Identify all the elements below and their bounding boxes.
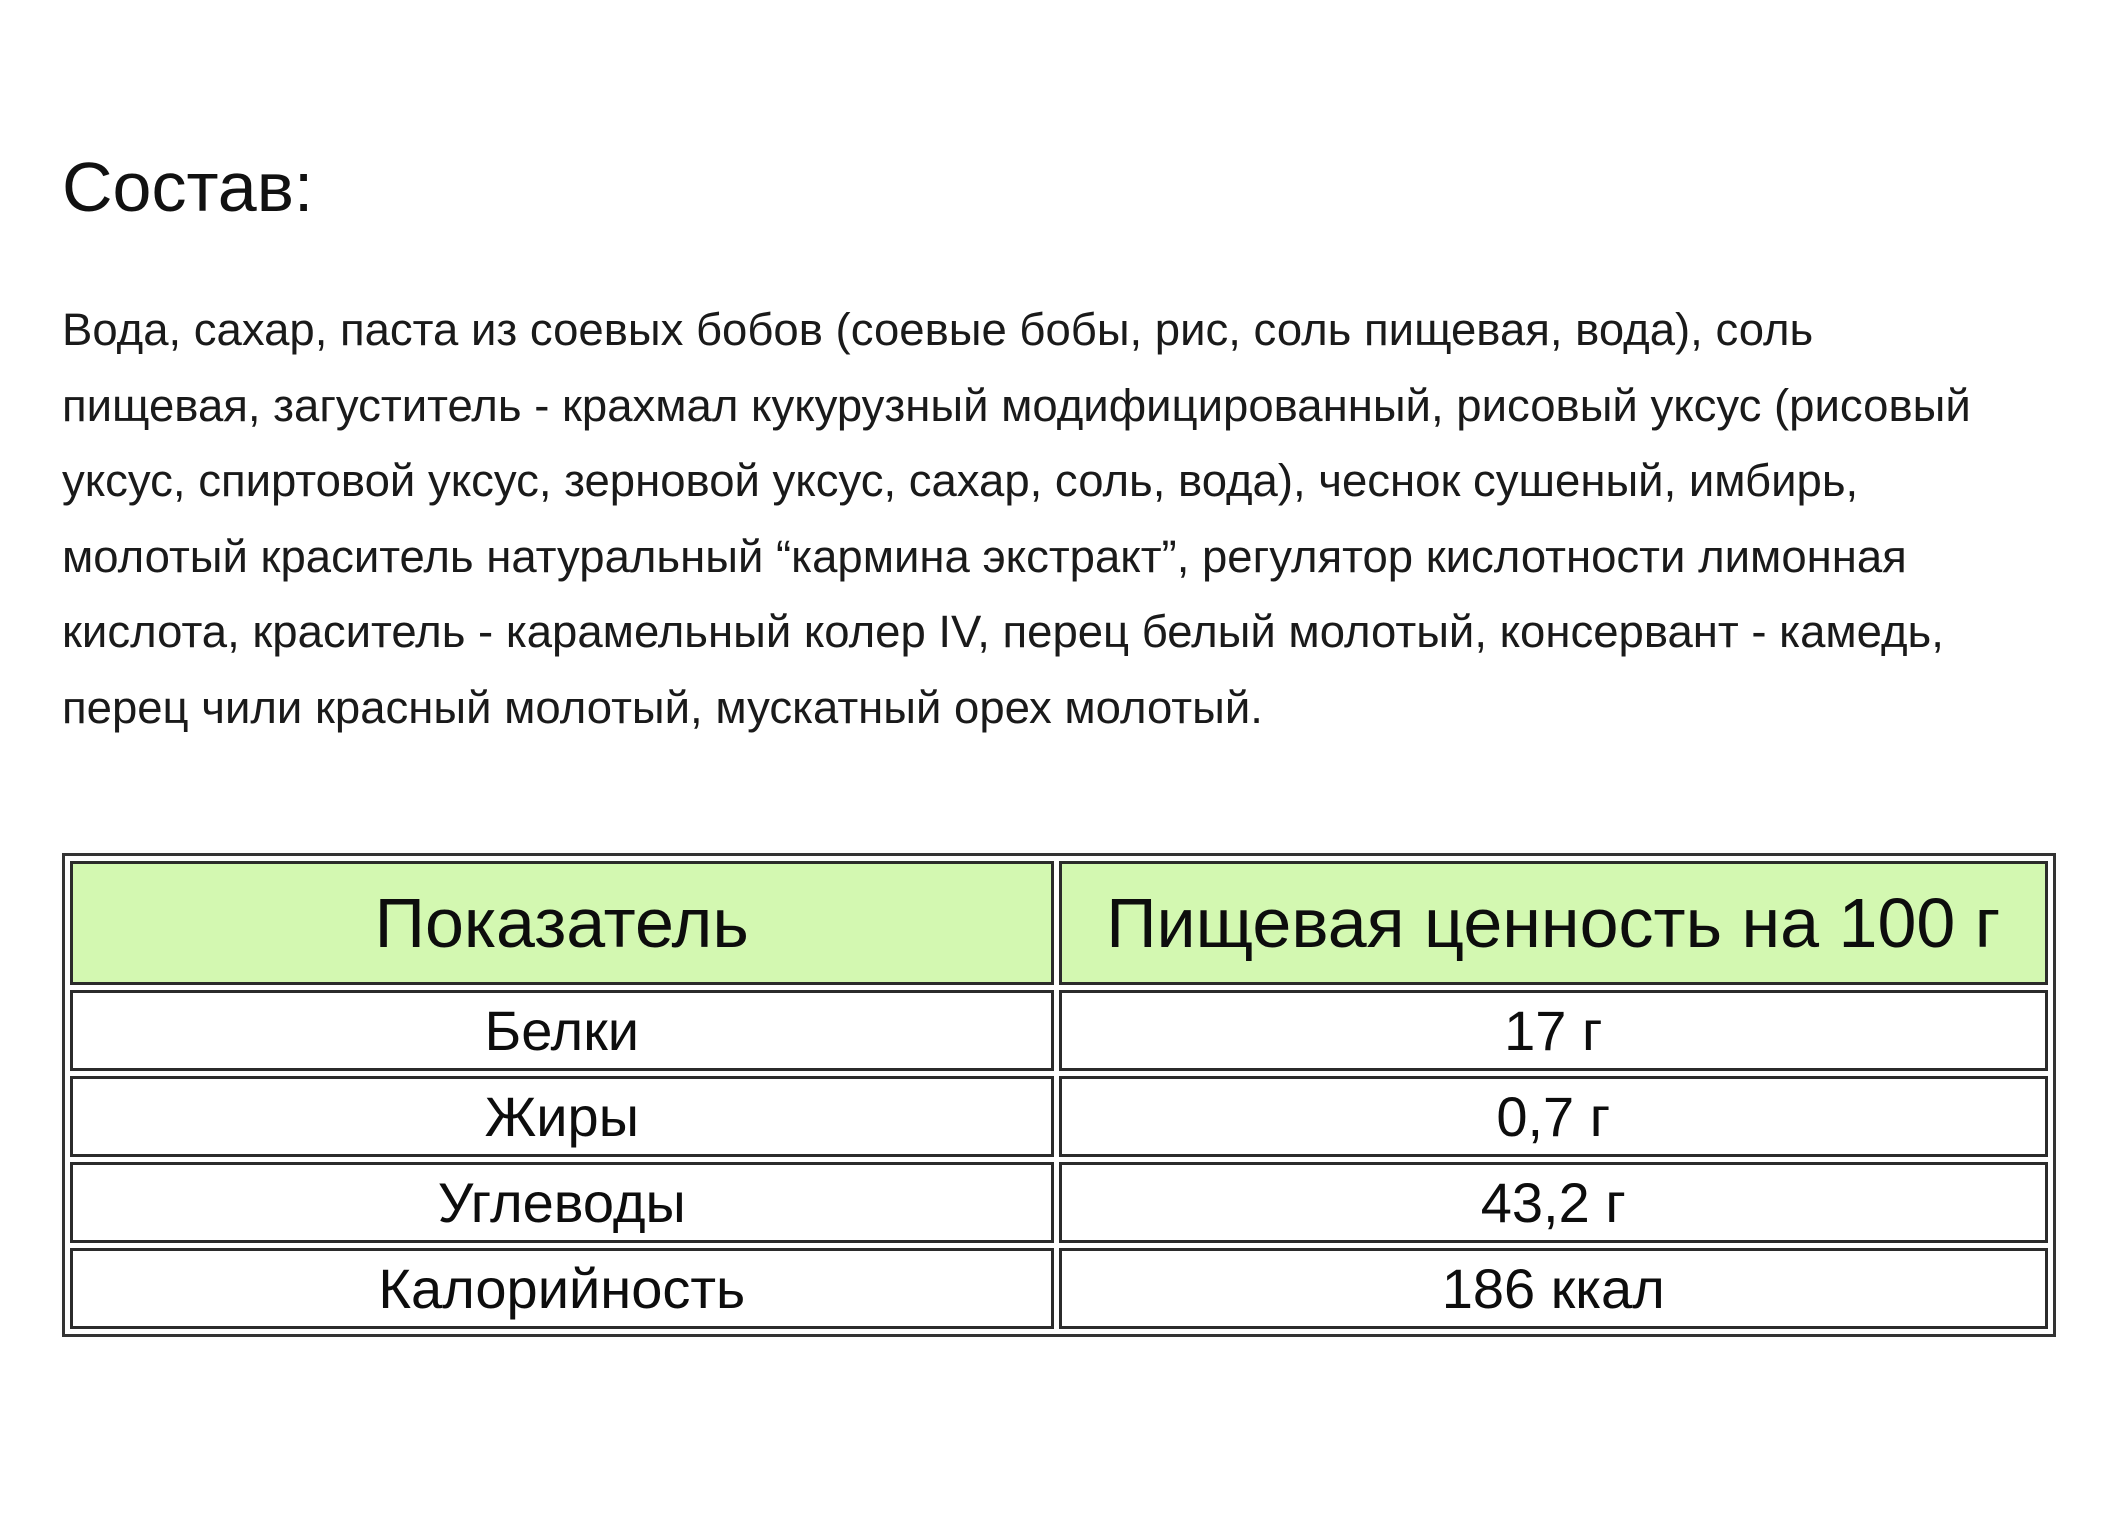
table-row	[70, 1248, 2048, 1329]
row-indicator-protein: Белки	[70, 990, 1054, 1071]
nutrition-table-frame	[62, 853, 2056, 1337]
table-row	[70, 1076, 2048, 1157]
composition-heading: Состав:	[62, 148, 314, 226]
table-header-row	[70, 861, 2048, 985]
composition-line: Вода, сахар, паста из соевых бобов (соевые бобы, рис, соль пищевая, вода), соль	[62, 304, 1814, 355]
row-indicator-fat: Жиры	[70, 1076, 1054, 1157]
row-value-protein: 17 г	[1059, 990, 2048, 1071]
row-indicator-calories: Калорийность	[70, 1248, 1054, 1329]
nutrition-table	[65, 856, 2053, 1334]
row-indicator-carbohydrates: Углеводы	[70, 1162, 1054, 1243]
header-nutritional-value: Пищевая ценность на 100 г	[1059, 861, 2048, 985]
composition-line: пищевая, загуститель - крахмал кукурузный модифицированный, рисовый уксус (рисовый	[62, 379, 1971, 431]
header-indicator: Показатель	[70, 861, 1054, 985]
composition-line: кислота, краситель - карамельный колер IV, перец белый молотый, консервант - камедь,	[62, 606, 1944, 657]
table-row	[70, 1162, 2048, 1243]
composition-line: перец чили красный молотый, мускатный орех молотый.	[62, 681, 1263, 733]
row-value-calories: 186 ккал	[1059, 1248, 2048, 1329]
composition-line: уксус, спиртовой уксус, зерновой уксус, сахар, соль, вода), чеснок сушеный, имбирь,	[62, 455, 1859, 506]
table-row	[70, 990, 2048, 1071]
row-value-carbohydrates: 43,2 г	[1059, 1162, 2048, 1243]
row-value-fat: 0,7 г	[1059, 1076, 2048, 1157]
composition-line: молотый краситель натуральный “кармина экстракт”, регулятор кислотности лимонная	[62, 530, 1907, 582]
composition-text	[62, 292, 2112, 745]
